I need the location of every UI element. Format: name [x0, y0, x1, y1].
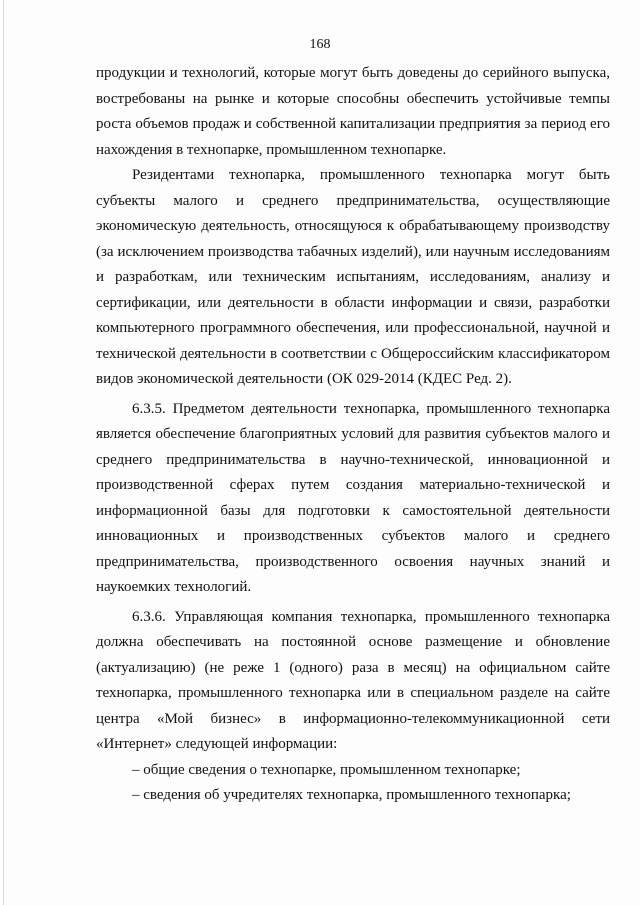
paragraph-continuation: продукции и технологий, которые могут быть доведены до серийного выпуска, востребованы на рынке и которые способны обеспечить устойчивые темпы роста объемов продаж и собственной капитализации предприятия за период его нахождения в технопарке, промышленном технопарке. — [96, 65, 610, 158]
page-number: 168 — [309, 37, 331, 52]
scan-edge-line — [3, 0, 4, 905]
list-item-general-info: – общие сведения о технопарке, промышленном технопарке; — [132, 761, 521, 778]
list-item-founders-info: – сведения об учредителях технопарка, промышленного технопарка; — [132, 787, 571, 803]
paragraph-6-3-5: 6.3.5. Предметом деятельности технопарка, промышленного технопарка является обеспечение благоприятных условий для развития субъектов малого и среднего предпринимательства в научно-технической, инновационной и производственной сферах путем создания материально-технической и информационной базы для подготовки к самостоятельной деятельности инновационных и производственных субъектов малого и среднего предпринимательства, производственного освоения научных знаний и наукоемких технологий. — [96, 400, 610, 595]
document-body — [96, 61, 610, 809]
paragraph-6-3-6: 6.3.6. Управляющая компания технопарка, промышленного технопарка должна обеспечивать на постоянной основе размещение и обновление (актуализацию) (не реже 1 (одного) раза в месяц) на официальном сайте технопарка, промышленного технопарка или в специальном разделе на сайте центра «Мой бизнес» в информационно-телекоммуникационной сети «Интернет» следующей информации: — [96, 608, 610, 752]
paragraph-residents: Резидентами технопарка, промышленного технопарка могут быть субъекты малого и среднего предпринимательства, осуществляющие экономическую деятельность, относящуюся к обрабатывающему производству (за исключением производства табачных изделий), или научным исследованиям и разработкам, или техническим испытаниям, исследованиям, анализу и сертификации, или деятельности в области информации и связи, разработки компьютерного программного обеспечения, или профессиональной, научной и технической деятельности в соответствии с Общероссийским классификатором видов экономической деятельности (ОК 029-2014 (КДЕС Ред. 2). — [96, 167, 610, 387]
